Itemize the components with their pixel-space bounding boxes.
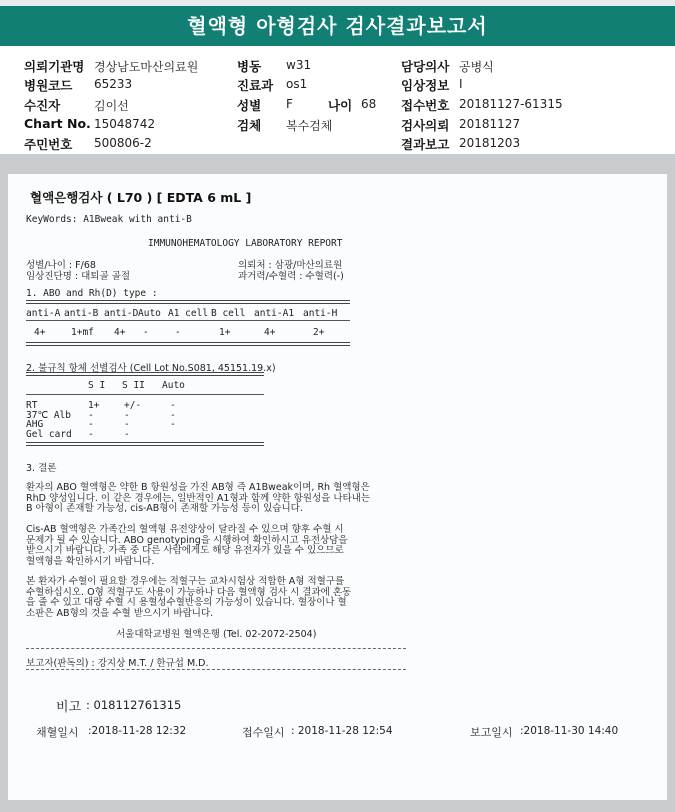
abo-header-cell: anti-A1 xyxy=(254,308,295,319)
ward-value: w31 xyxy=(286,58,312,72)
diagnosis: 임상진단명 : 대퇴골 골절 xyxy=(26,271,131,282)
antibody-row-name: RT xyxy=(26,400,38,411)
abo-header-cell: anti-B xyxy=(64,308,99,319)
page-title: 혈액형 아형검사 검사결과보고서 xyxy=(0,6,675,46)
abo-header-cell: B cell xyxy=(211,308,246,319)
abo-top-rule xyxy=(26,300,350,304)
request-date-label: 검사의뢰 xyxy=(401,118,450,133)
conclusion-line: 을 줄 수 있고 대량 수혈 시 용혈성수혈반응의 가능성이 있습니다. 혈장이나 혈 xyxy=(26,597,347,608)
resident-no-label: 주민번호 xyxy=(24,137,73,152)
conclusion-line: 본 환자가 수혈이 필요할 경우에는 적혈구는 교차시험상 적합한 A형 적혈구를 xyxy=(26,576,345,587)
section-divider xyxy=(0,154,675,174)
hospital-code-label: 병원코드 xyxy=(24,78,73,93)
abo-value-cell: 1+ xyxy=(219,327,231,338)
conclusion-line: 문제가 될 수 있습니다. ABO genotyping을 시행하여 확인하시고 유전상담을 xyxy=(26,534,348,546)
requester: 의뢰처 : 삼광/마산의료원 xyxy=(238,260,343,271)
specimen-value: 복수검체 xyxy=(286,119,333,133)
abo-value-cell: 1+mf xyxy=(71,327,94,338)
transfusion-history: 과거력/수혈력 : 수혈력(-) xyxy=(238,271,344,282)
receive-label: 접수일시 xyxy=(242,726,285,739)
antibody-value-cell: - xyxy=(170,419,176,430)
conclusion-line: 수혈하십시오. O형 적혈구도 사용이 가능하나 다음 혈액형 검사 시 결과에 혼동 xyxy=(26,586,352,598)
resident-no-value: 500806-2 xyxy=(94,136,152,150)
antibody-row-name: 37℃ Alb xyxy=(26,409,71,421)
department-label: 진료과 xyxy=(237,78,274,93)
hospital-value: 경상남도마산의료원 xyxy=(94,60,199,74)
conclusion-line: 소판은 AB형의 것을 수혈 받으시기 바랍니다. xyxy=(26,607,214,619)
result-date-value: 20181203 xyxy=(459,136,521,150)
conclusion-line: 받으시기 바랍니다. 가족 중 다른 사람에게도 해당 유전자가 있을 수 있으므로 xyxy=(26,545,344,556)
antibody-value-cell: +/- xyxy=(124,400,142,411)
note-value: : 018112761315 xyxy=(86,698,182,712)
antibody-mid-rule xyxy=(26,394,264,395)
sex-value: F xyxy=(286,97,293,111)
conclusion-line: Cis-AB 혈액형은 가족간의 혈액형 유전양상이 달라질 수 있으며 향후 수혈 시 xyxy=(26,524,344,535)
receipt-no-label: 접수번호 xyxy=(401,98,450,113)
note-label: 비고 xyxy=(56,700,82,715)
report-heading: 혈액은행검사 ( L70 ) [ EDTA 6 mL ] xyxy=(30,190,252,205)
request-date-value: 20181127 xyxy=(459,117,521,131)
chart-no-label: Chart No. xyxy=(24,116,91,131)
result-date-label: 결과보고 xyxy=(401,137,450,152)
institution: 서울대학교병원 혈액은행 (Tel. 02-2072-2504) xyxy=(116,629,317,640)
ward-label: 병동 xyxy=(237,59,262,74)
antibody-header-cell: S I xyxy=(88,380,106,391)
reporter: 보고자(판독의) : 강지상 M.T. / 한규섭 M.D. xyxy=(26,658,209,669)
conclusion-line: 환자의 ABO 혈액형은 약한 B 항원성을 가진 AB형 즉 A1Bweak이며, Rh 혈액형은 xyxy=(26,482,370,493)
doctor-value: 공병식 xyxy=(459,60,494,74)
sex-age: 성별/나이 : F/68 xyxy=(26,260,96,271)
conclusion-line: RhD 양성입니다. 이 같은 경우에는, 일반적인 A1형과 함께 약한 항원성을 나타내는 xyxy=(26,492,371,504)
clinical-info-label: 임상정보 xyxy=(401,78,450,93)
abo-header-cell: anti-D xyxy=(104,308,139,319)
chart-no-value: 15048742 xyxy=(94,117,156,131)
abo-header-cell: Auto xyxy=(138,308,161,319)
antibody-value-cell: - xyxy=(124,428,130,440)
receive-value: : 2018-11-28 12:54 xyxy=(291,725,393,737)
abo-value-cell: 4+ xyxy=(264,327,276,338)
patient-value: 김이선 xyxy=(94,99,129,113)
antibody-value-cell: - xyxy=(124,409,130,421)
hospital-code-value: 65233 xyxy=(94,77,133,91)
abo-value-cell: 2+ xyxy=(313,327,325,338)
section1-title: 1. ABO and Rh(D) type : xyxy=(26,288,158,299)
lab-title: IMMUNOHEMATOLOGY LABORATORY REPORT xyxy=(148,238,343,249)
section3-title: 3. 결론 xyxy=(26,463,57,474)
reporter-bottom-rule xyxy=(26,669,406,670)
bottom-strip xyxy=(0,800,675,812)
department-value: os1 xyxy=(286,77,308,91)
report-document xyxy=(8,174,667,800)
antibody-value-cell: 1+ xyxy=(88,400,100,411)
patient-label: 수진자 xyxy=(24,98,61,113)
specimen-label: 검체 xyxy=(237,118,262,133)
header-info xyxy=(0,46,675,154)
reporter-top-rule xyxy=(26,648,406,649)
abo-value-cell: - xyxy=(143,327,149,338)
antibody-header-cell: S II xyxy=(122,380,145,391)
antibody-row-name: Gel card xyxy=(26,428,72,440)
keywords: KeyWords: A1Bweak with anti-B xyxy=(26,214,192,225)
clinical-info-value: I xyxy=(459,77,463,91)
receipt-no-value: 20181127-61315 xyxy=(459,97,563,111)
abo-value-cell: - xyxy=(175,327,181,338)
abo-header-cell: anti-A xyxy=(26,308,61,319)
abo-value-cell: 4+ xyxy=(114,327,126,338)
age-label: 나이 xyxy=(328,98,353,113)
abo-header-cell: anti-H xyxy=(303,308,338,319)
antibody-value-cell: - xyxy=(170,409,176,421)
sex-label: 성별 xyxy=(237,98,262,113)
antibody-value-cell: - xyxy=(88,409,94,421)
antibody-value-cell: - xyxy=(88,419,94,430)
antibody-top-rule xyxy=(26,372,264,376)
report-date-value: :2018-11-30 14:40 xyxy=(520,725,619,737)
section2-title: 2. 불규칙 항체 선별검사 (Cell Lot No.S081, 45151.19.x) xyxy=(26,363,276,374)
antibody-bottom-rule xyxy=(26,442,264,446)
doctor-label: 담당의사 xyxy=(401,59,450,74)
abo-mid-rule xyxy=(26,320,350,321)
collect-label: 채혈일시 xyxy=(36,726,79,739)
report-date-label: 보고일시 xyxy=(470,726,513,739)
conclusion-line: B 아형이 존재할 가능성, cis-AB형이 존재할 가능성 등이 있습니다. xyxy=(26,503,303,514)
hospital-label: 의뢰기관명 xyxy=(24,59,85,74)
age-value: 68 xyxy=(361,97,377,111)
antibody-value-cell: - xyxy=(170,400,176,411)
abo-header-cell: A1 cell xyxy=(168,308,209,319)
antibody-header-cell: Auto xyxy=(162,380,185,391)
collect-value: :2018-11-28 12:32 xyxy=(88,725,187,737)
antibody-value-cell: - xyxy=(124,419,130,430)
abo-bottom-rule xyxy=(26,342,350,346)
conclusion-line: 혈액형을 확인하시기 바랍니다. xyxy=(26,555,155,567)
antibody-row-name: AHG xyxy=(26,419,44,430)
abo-value-cell: 4+ xyxy=(34,327,46,338)
antibody-value-cell: - xyxy=(88,428,94,440)
